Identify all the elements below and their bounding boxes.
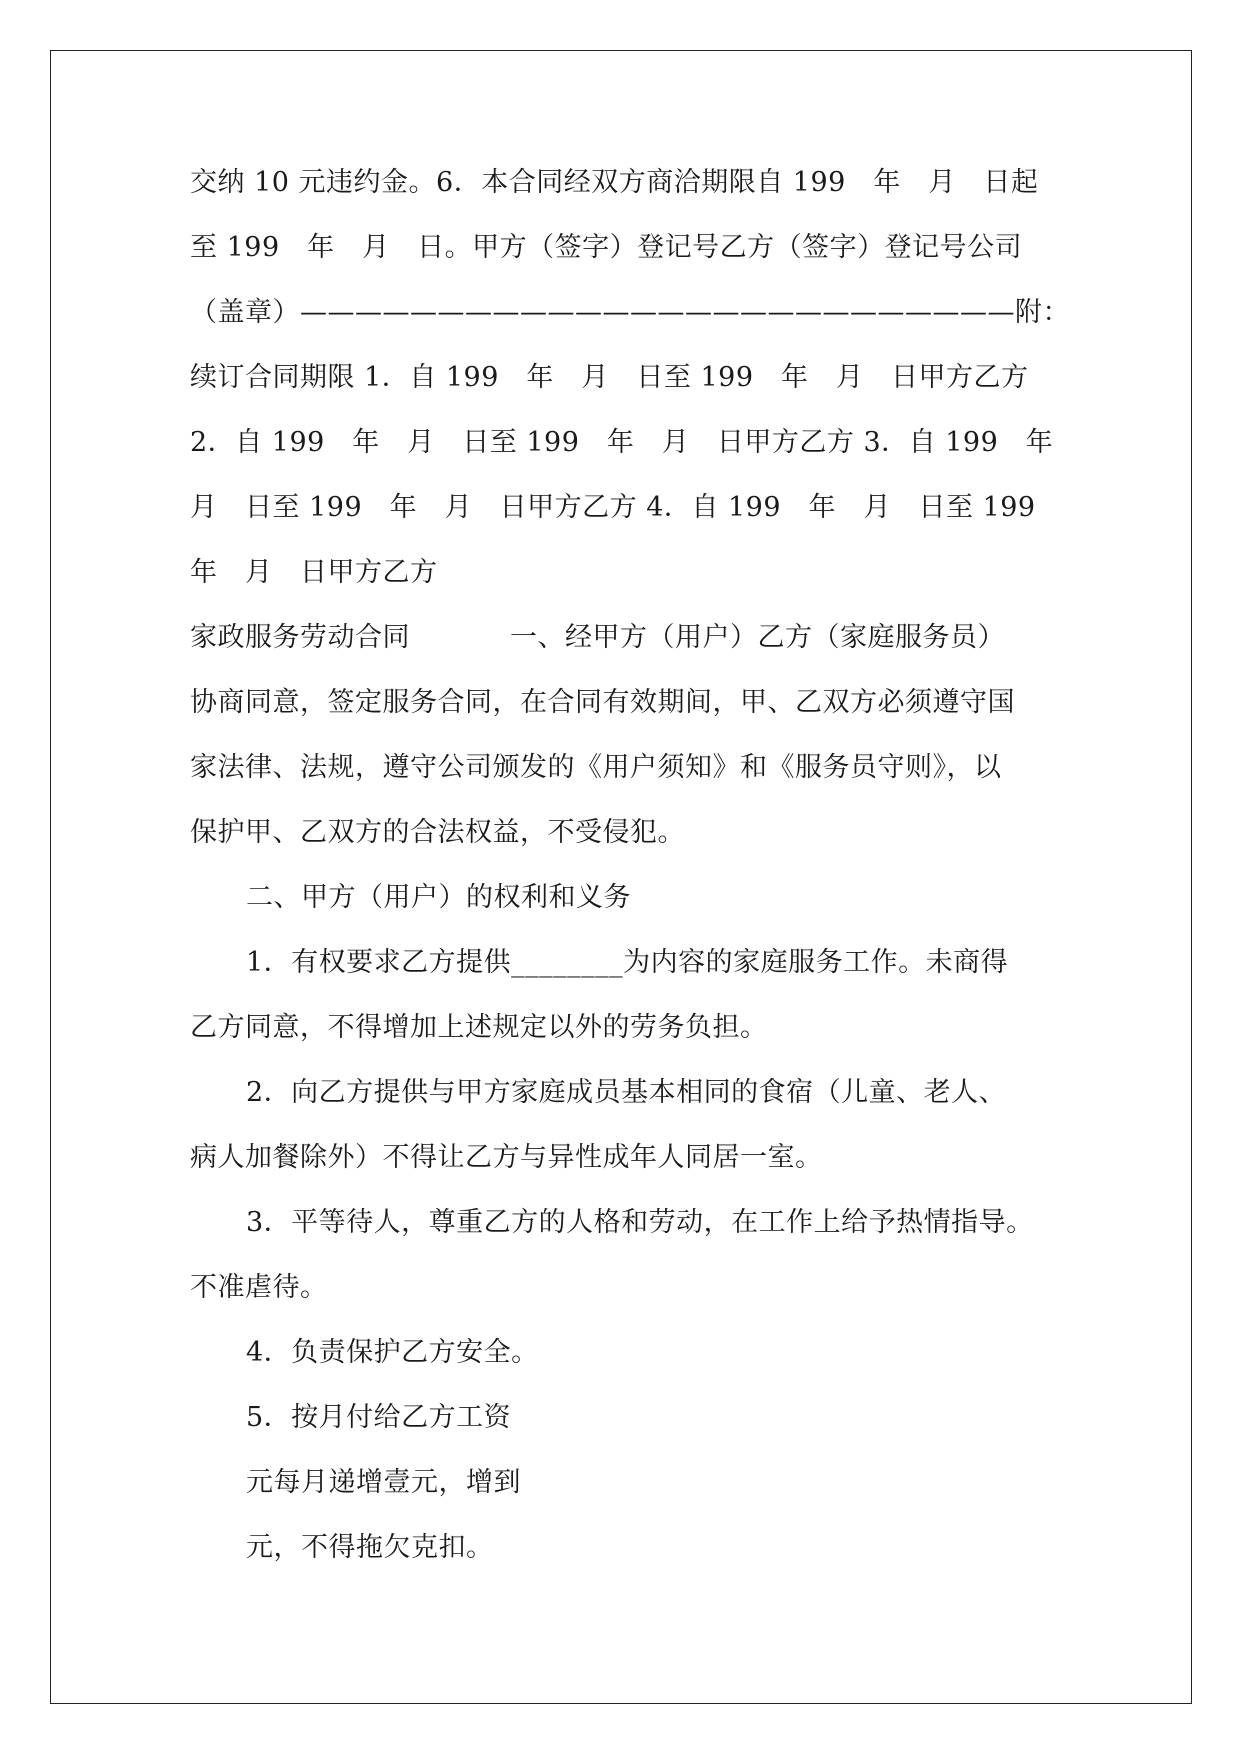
text-line <box>190 1190 1070 1255</box>
line-text: 2．向乙方提供与甲方家庭成员基本相同的食宿（儿童、老人、 <box>246 1077 1007 1108</box>
text-line <box>190 410 1070 475</box>
text-line <box>190 800 1070 865</box>
text-line <box>190 995 1070 1060</box>
line-text: 乙方同意，不得增加上述规定以外的劳务负担。 <box>190 1012 768 1043</box>
text-line <box>190 540 1070 605</box>
text-line <box>190 1060 1070 1125</box>
line-text: 不准虐待。 <box>190 1272 328 1303</box>
text-line <box>190 475 1070 540</box>
text-line <box>190 1255 1070 1320</box>
text-line <box>190 930 1070 995</box>
text-line <box>190 280 1070 345</box>
line-text: 元，不得拖欠克扣。 <box>246 1532 494 1563</box>
line-text: 年 月 日甲方乙方 <box>190 557 438 588</box>
line-text: 病人加餐除外）不得让乙方与异性成年人同居一室。 <box>190 1142 823 1173</box>
line-text: 3．平等待人，尊重乙方的人格和劳动，在工作上给予热情指导。 <box>246 1207 1034 1238</box>
line-text: 交纳 10 元违约金。6．本合同经双方商洽期限自 199 年 月 日起 <box>190 167 1039 198</box>
text-line <box>190 1385 1070 1450</box>
line-text: 4．负责保护乙方安全。 <box>246 1337 539 1368</box>
text-line <box>190 150 1070 215</box>
line-text: 保护甲、乙双方的合法权益，不受侵犯。 <box>190 817 685 848</box>
text-line <box>190 215 1070 280</box>
line-text: （盖章）——————————————————————————附： <box>190 297 1070 328</box>
line-text: 家政服务劳动合同 <box>190 622 410 653</box>
line-text: 续订合同期限 1．自 199 年 月 日至 199 年 月 日甲方乙方 <box>190 362 1029 393</box>
text-line <box>190 345 1070 410</box>
line-text: 家法律、法规，遵守公司颁发的《用户须知》和《服务员守则》，以 <box>190 752 1002 783</box>
line-text: 二、甲方（用户）的权利和义务 <box>246 882 631 913</box>
line-text: 5．按月付给乙方工资 <box>246 1402 512 1433</box>
text-line <box>190 735 1070 800</box>
line-text: 协商同意，签定服务合同，在合同有效期间，甲、乙双方必须遵守国 <box>190 687 1015 718</box>
line-text: 月 日至 199 年 月 日甲方乙方 4．自 199 年 月 日至 199 <box>190 492 1036 523</box>
text-line <box>190 1320 1070 1385</box>
document-body <box>190 150 1070 1580</box>
text-line <box>190 605 1070 670</box>
text-line <box>190 865 1070 930</box>
line-text: 1．有权要求乙方提供________为内容的家庭服务工作。未商得 <box>246 947 1009 978</box>
line-text: 至 199 年 月 日。甲方（签字）登记号乙方（签字）登记号公司 <box>190 232 1023 263</box>
line-text-continuation: 一、经甲方（用户）乙方（家庭服务员） <box>510 622 1005 653</box>
text-line <box>190 1125 1070 1190</box>
text-line <box>190 670 1070 735</box>
text-line <box>190 1515 1070 1580</box>
text-line <box>190 1450 1070 1515</box>
line-text: 元每月递增壹元，增到 <box>246 1467 521 1498</box>
line-text: 2．自 199 年 月 日至 199 年 月 日甲方乙方 3．自 199 年 <box>190 427 1054 458</box>
